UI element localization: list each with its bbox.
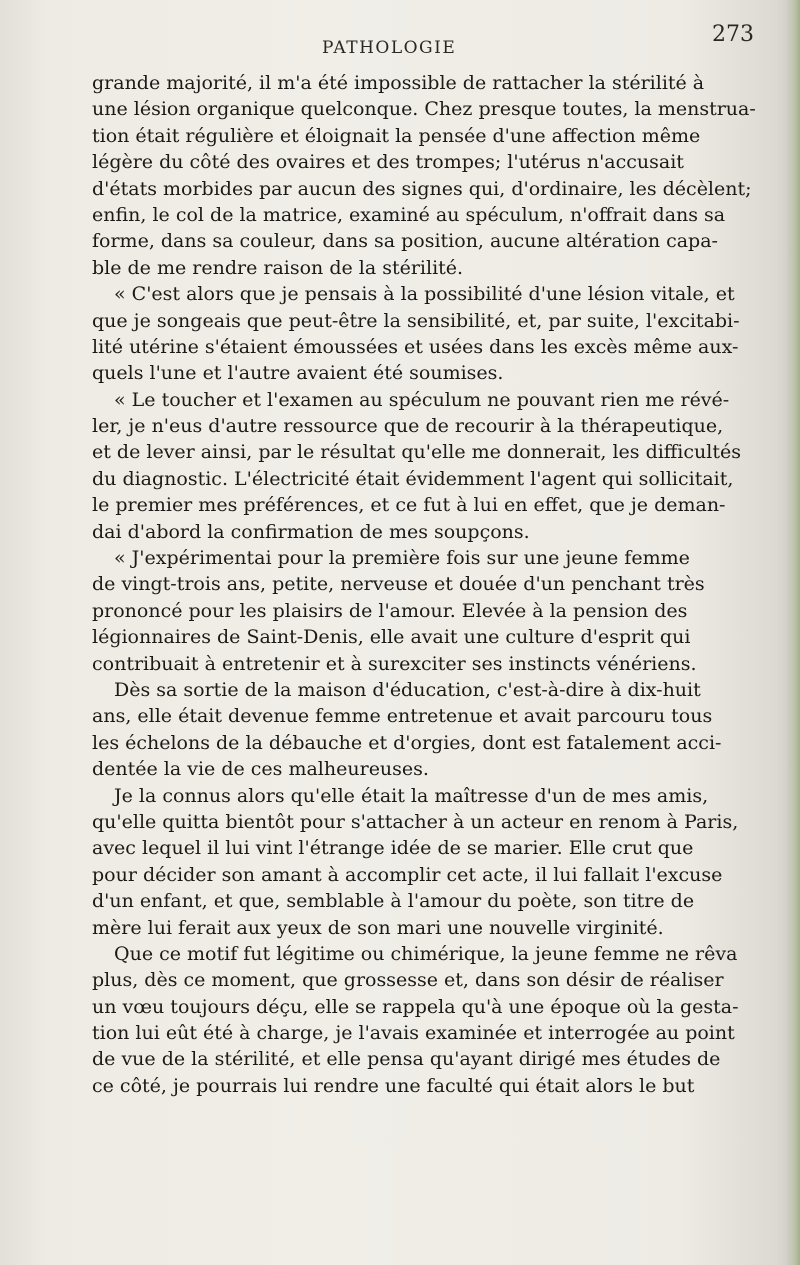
text-line: tion lui eût été à charge, je l'avais examinée et interrogée au point xyxy=(92,1022,735,1045)
text-line: légionnaires de Saint-Denis, elle avait une culture d'esprit qui xyxy=(92,626,691,649)
text-line: Dès sa sortie de la maison d'éducation, c'est-à-dire à dix-huit xyxy=(114,678,701,701)
text-line: de vue de la stérilité, et elle pensa qu'ayant dirigé mes études de xyxy=(92,1048,721,1071)
text-line: quels l'une et l'autre avaient été soumises. xyxy=(92,362,504,385)
text-line: contribuait à entretenir et à surexciter ses instincts vénériens. xyxy=(92,652,697,675)
text-line: grande majorité, il m'a été impossible de rattacher la stérilité à xyxy=(92,72,705,94)
text-line: qu'elle quitta bientôt pour s'attacher à un acteur en renom à Paris, xyxy=(92,810,739,833)
text-line: tion était régulière et éloignait la pensée d'une affection même xyxy=(92,124,701,147)
text-line: ce côté, je pourrais lui rendre une faculté qui était alors le but xyxy=(92,1074,695,1097)
text-line: un vœu toujours déçu, elle se rappela qu'à une époque où la gesta- xyxy=(92,995,739,1018)
text-line: dai d'abord la confirmation de mes soupçons. xyxy=(92,520,530,543)
text-line: une lésion organique quelconque. Chez presque toutes, la menstrua- xyxy=(92,98,756,121)
text-line: mère lui ferait aux yeux de son mari une nouvelle virginité. xyxy=(92,916,664,939)
text-line: de vingt-trois ans, petite, nerveuse et douée d'un penchant très xyxy=(92,573,705,596)
text-line: « J'expérimentai pour la première fois sur une jeune femme xyxy=(114,547,690,570)
text-line: ler, je n'eus d'autre ressource que de recourir à la thérapeutique, xyxy=(92,415,724,438)
text-line: lité utérine s'étaient émoussées et usées dans les excès même aux- xyxy=(92,335,739,358)
text-line: ans, elle était devenue femme entretenue et avait parcouru tous xyxy=(92,705,713,728)
text-line: d'états morbides par aucun des signes qui, d'ordinaire, les décèlent; xyxy=(92,177,752,200)
text-line: légère du côté des ovaires et des trompes; l'utérus n'accusait xyxy=(92,151,684,174)
page-number: 273 xyxy=(712,22,754,47)
text-line: forme, dans sa couleur, dans sa position, aucune altération capa- xyxy=(92,230,718,253)
text-line: enfin, le col de la matrice, examiné au spéculum, n'offrait dans sa xyxy=(92,203,726,226)
body-text xyxy=(92,70,792,1099)
text-line: que je songeais que peut-être la sensibilité, et, par suite, l'excitabi- xyxy=(92,309,740,332)
text-line: prononcé pour les plaisirs de l'amour. Elevée à la pension des xyxy=(92,599,688,622)
text-line: du diagnostic. L'électricité était évidemment l'agent qui sollicitait, xyxy=(92,467,734,490)
text-line: le premier mes préférences, et ce fut à lui en effet, que je deman- xyxy=(92,494,726,517)
text-line: avec lequel il lui vint l'étrange idée de se marier. Elle crut que xyxy=(92,837,694,860)
text-line: plus, dès ce moment, que grossesse et, dans son désir de réaliser xyxy=(92,969,724,992)
text-line: d'un enfant, et que, semblable à l'amour du poète, son titre de xyxy=(92,890,695,913)
section-title: PATHOLOGIE xyxy=(322,38,457,58)
text-line: pour décider son amant à accomplir cet acte, il lui fallait l'excuse xyxy=(92,863,723,886)
text-line: dentée la vie de ces malheureuses. xyxy=(92,758,429,781)
text-line: et de lever ainsi, par le résultat qu'elle me donnerait, les difficultés xyxy=(92,441,741,464)
text-line: « Le toucher et l'examen au spéculum ne pouvant rien me révé- xyxy=(114,388,730,411)
text-line: « C'est alors que je pensais à la possibilité d'une lésion vitale, et xyxy=(114,283,735,306)
text-line: ble de me rendre raison de la stérilité. xyxy=(92,256,464,279)
text-line: Que ce motif fut légitime ou chimérique, la jeune femme ne rêva xyxy=(114,942,738,965)
text-line: Je la connus alors qu'elle était la maîtresse d'un de mes amis, xyxy=(114,784,709,807)
text-line: les échelons de la débauche et d'orgies, dont est fatalement acci- xyxy=(92,731,722,754)
running-head xyxy=(0,22,800,64)
